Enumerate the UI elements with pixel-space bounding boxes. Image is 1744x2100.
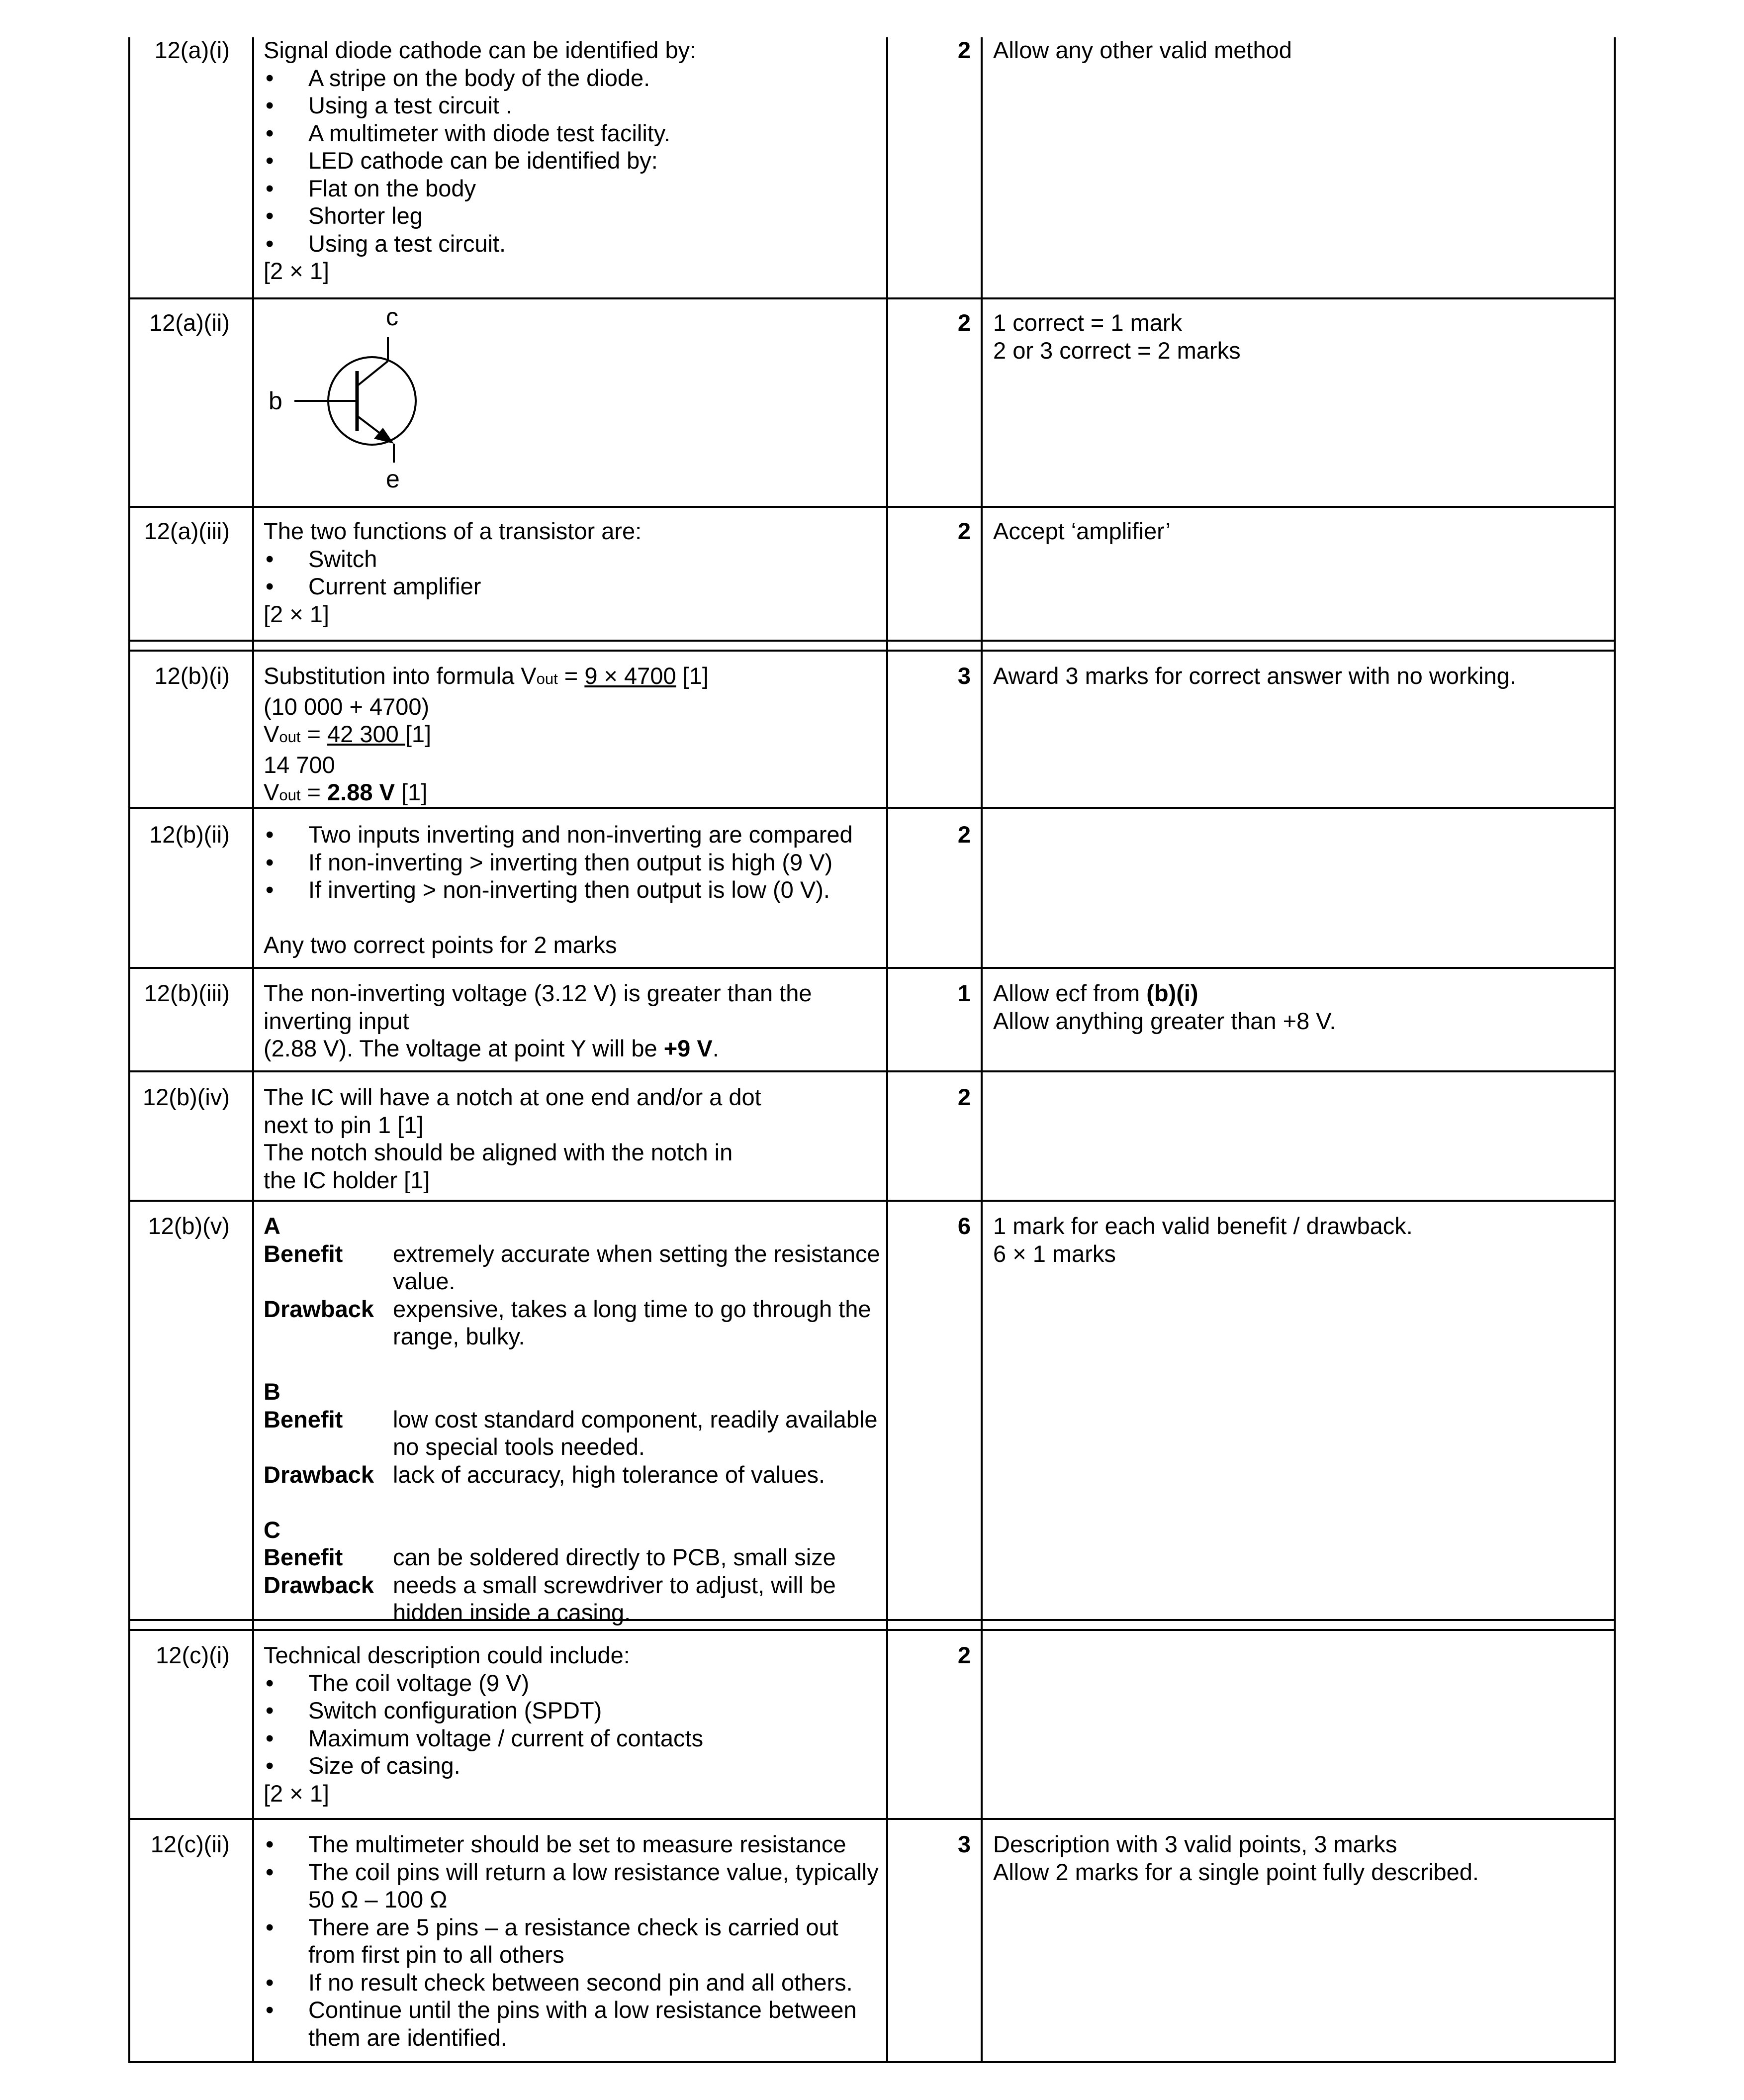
marks-value: 3: [957, 1831, 971, 1857]
column-border-answer: [252, 37, 254, 2063]
formula-result: Vout = 2.88 V [1]: [264, 779, 428, 805]
option-letter: C: [264, 1516, 280, 1543]
bullet-item: • The coil pins will return a low resistance value, typically: [264, 1858, 879, 1886]
row-divider: [128, 967, 1616, 969]
drawback-continuation: range, bulky.: [393, 1323, 525, 1349]
row-divider: [128, 1818, 1616, 1820]
bullet-item: • A multimeter with diode test facility.: [264, 119, 696, 147]
answer-line: The two functions of a transistor are:: [264, 518, 642, 544]
bullet-item: • If no result check between second pin and all others.: [264, 1969, 879, 1997]
question-number: 12(a)(iii): [144, 518, 230, 544]
answer-line: inverting input: [264, 1007, 409, 1034]
answer-text: [264, 821, 853, 959]
benefit-row: Benefit low cost standard component, readily available: [264, 1406, 878, 1432]
benefit-continuation: value.: [393, 1268, 456, 1294]
benefit-continuation: no special tools needed.: [393, 1433, 645, 1460]
guidance-line: Accept ‘amplifier’: [993, 518, 1171, 544]
answer-note: Any two correct points for 2 marks: [264, 932, 617, 958]
row-divider: [128, 1070, 1616, 1072]
benefit-row: Benefit extremely accurate when setting the resistance: [264, 1240, 880, 1267]
question-number: 12(a)(ii): [149, 309, 230, 336]
bullet-item: • A stripe on the body of the diode.: [264, 64, 696, 92]
bullet-item: • There are 5 pins – a resistance check is carried out: [264, 1913, 879, 1941]
answer-text: [264, 1212, 880, 1626]
bullet-item: • If non-inverting > inverting then output is high (9 V): [264, 849, 853, 876]
answer-text: [264, 36, 696, 285]
row-divider: [128, 506, 1616, 508]
bullet-item: • Using a test circuit .: [264, 92, 696, 119]
answer-line: next to pin 1 [1]: [264, 1111, 424, 1138]
emitter-lead: [357, 416, 382, 435]
base-label: b: [269, 387, 282, 415]
column-border-left: [128, 37, 130, 2063]
answer-line: Signal diode cathode can be identified by:: [264, 37, 697, 63]
collector-label: c: [386, 303, 398, 331]
marks-value: 2: [957, 1642, 971, 1668]
marks-value: 2: [957, 309, 971, 336]
row-divider: [128, 297, 1616, 299]
collector-lead: [357, 361, 388, 386]
option-letter: A: [264, 1213, 280, 1239]
formula-line: Substitution into formula Vout = 9 × 4700 [1]: [264, 663, 709, 689]
bullet-item: • Switch: [264, 545, 642, 573]
section-divider: [128, 1629, 1616, 1631]
column-border-guidance: [981, 37, 983, 2063]
answer-line: the IC holder [1]: [264, 1166, 430, 1193]
guidance-text: [993, 979, 1336, 1035]
guidance-text: [993, 36, 1292, 64]
question-number: 12(b)(iv): [143, 1084, 230, 1110]
bullet-item: • Shorter leg: [264, 202, 696, 230]
answer-text: [264, 1083, 761, 1194]
section-divider: [128, 650, 1616, 652]
guidance-text: [993, 1212, 1413, 1267]
answer-line: (2.88 V). The voltage at point Y will be +9 V.: [264, 1035, 719, 1061]
guidance-line: 1 correct = 1 mark: [993, 309, 1183, 336]
guidance-line: 1 mark for each valid benefit / drawback.: [993, 1213, 1413, 1239]
bullet-item: • Continue until the pins with a low resistance between: [264, 1996, 879, 2024]
bullet-item: • The multimeter should be set to measure resistance: [264, 1830, 879, 1858]
table-bottom-border: [128, 2061, 1616, 2063]
marks-value: 2: [957, 518, 971, 544]
bullet-item: • LED cathode can be identified by:: [264, 147, 696, 175]
bullet-item: • Size of casing.: [264, 1752, 703, 1780]
guidance-text: [993, 1830, 1479, 1886]
marks-value: 2: [957, 1084, 971, 1110]
benefit-row: Benefit can be soldered directly to PCB, small size: [264, 1544, 836, 1570]
question-number: 12(c)(ii): [150, 1831, 230, 1857]
question-number: 12(b)(i): [154, 663, 230, 689]
drawback-row: Drawback needs a small screwdriver to adjust, will be: [264, 1571, 836, 1598]
bullet-item: • Current amplifier: [264, 573, 642, 600]
question-number: 12(a)(i): [154, 37, 230, 63]
guidance-line: Award 3 marks for correct answer with no working.: [993, 663, 1516, 689]
bullet-item: • Maximum voltage / current of contacts: [264, 1724, 703, 1752]
marks-value: 2: [957, 821, 971, 848]
guidance-line: Allow any other valid method: [993, 37, 1292, 63]
answer-text: [264, 662, 709, 809]
answer-line: The non-inverting voltage (3.12 V) is greater than the: [264, 980, 812, 1006]
drawback-row: Drawback expensive, takes a long time to go through the: [264, 1295, 871, 1322]
question-number: 12(b)(v): [148, 1213, 230, 1239]
answer-line: The IC will have a notch at one end and/or a dot: [264, 1084, 761, 1110]
column-border-right: [1614, 37, 1616, 2063]
mark-allocation: [2 × 1]: [264, 600, 329, 627]
answer-line: The notch should be aligned with the notch in: [264, 1139, 733, 1165]
npn-transistor-symbol: [264, 302, 433, 496]
guidance-line: Allow anything greater than +8 V.: [993, 1007, 1336, 1034]
bullet-item: • Switch configuration (SPDT): [264, 1697, 703, 1724]
answer-text: [264, 1641, 703, 1807]
emitter-label: e: [386, 465, 400, 493]
option-letter: B: [264, 1378, 280, 1405]
question-number: 12(c)(i): [156, 1642, 230, 1668]
formula-denominator: 14 700: [264, 751, 335, 778]
column-border-marks: [886, 37, 888, 2063]
bullet-continuation: 50 Ω – 100 Ω: [308, 1886, 448, 1912]
mark-allocation: [2 × 1]: [264, 1780, 329, 1807]
drawback-row: Drawback lack of accuracy, high tolerance of values.: [264, 1461, 826, 1488]
answer-line: Technical description could include:: [264, 1642, 630, 1668]
row-divider: [128, 1200, 1616, 1202]
guidance-line: Allow ecf from (b)(i): [993, 980, 1198, 1006]
bullet-item: • Two inputs inverting and non-inverting are compared: [264, 821, 853, 849]
guidance-line: Allow 2 marks for a single point fully described.: [993, 1858, 1479, 1885]
bullet-item: • If inverting > non-inverting then output is low (0 V).: [264, 876, 853, 904]
mark-allocation: [2 × 1]: [264, 258, 329, 284]
formula-line: Vout = 42 300 [1]: [264, 721, 432, 747]
guidance-line: Description with 3 valid points, 3 marks: [993, 1831, 1397, 1857]
marks-value: 1: [957, 980, 971, 1006]
bullet-continuation: from first pin to all others: [308, 1941, 564, 1968]
marks-value: 2: [957, 37, 971, 63]
guidance-text: [993, 662, 1516, 690]
bullet-item: • Flat on the body: [264, 175, 696, 202]
bullet-item: • The coil voltage (9 V): [264, 1669, 703, 1697]
bullet-continuation: them are identified.: [308, 2024, 507, 2051]
question-number: 12(b)(ii): [149, 821, 230, 848]
guidance-text: [993, 517, 1171, 545]
guidance-line: 6 × 1 marks: [993, 1240, 1116, 1267]
answer-text: [264, 979, 812, 1062]
answer-text: [264, 1830, 879, 2051]
marks-value: 6: [957, 1213, 971, 1239]
answer-text: [264, 517, 642, 628]
row-divider: [128, 640, 1616, 642]
drawback-continuation: hidden inside a casing.: [393, 1599, 631, 1625]
question-number: 12(b)(iii): [144, 980, 230, 1006]
guidance-text: [993, 309, 1241, 364]
formula-denominator: (10 000 + 4700): [264, 693, 430, 720]
marks-value: 3: [957, 663, 971, 689]
guidance-line: 2 or 3 correct = 2 marks: [993, 337, 1241, 364]
bullet-item: • Using a test circuit.: [264, 230, 696, 258]
